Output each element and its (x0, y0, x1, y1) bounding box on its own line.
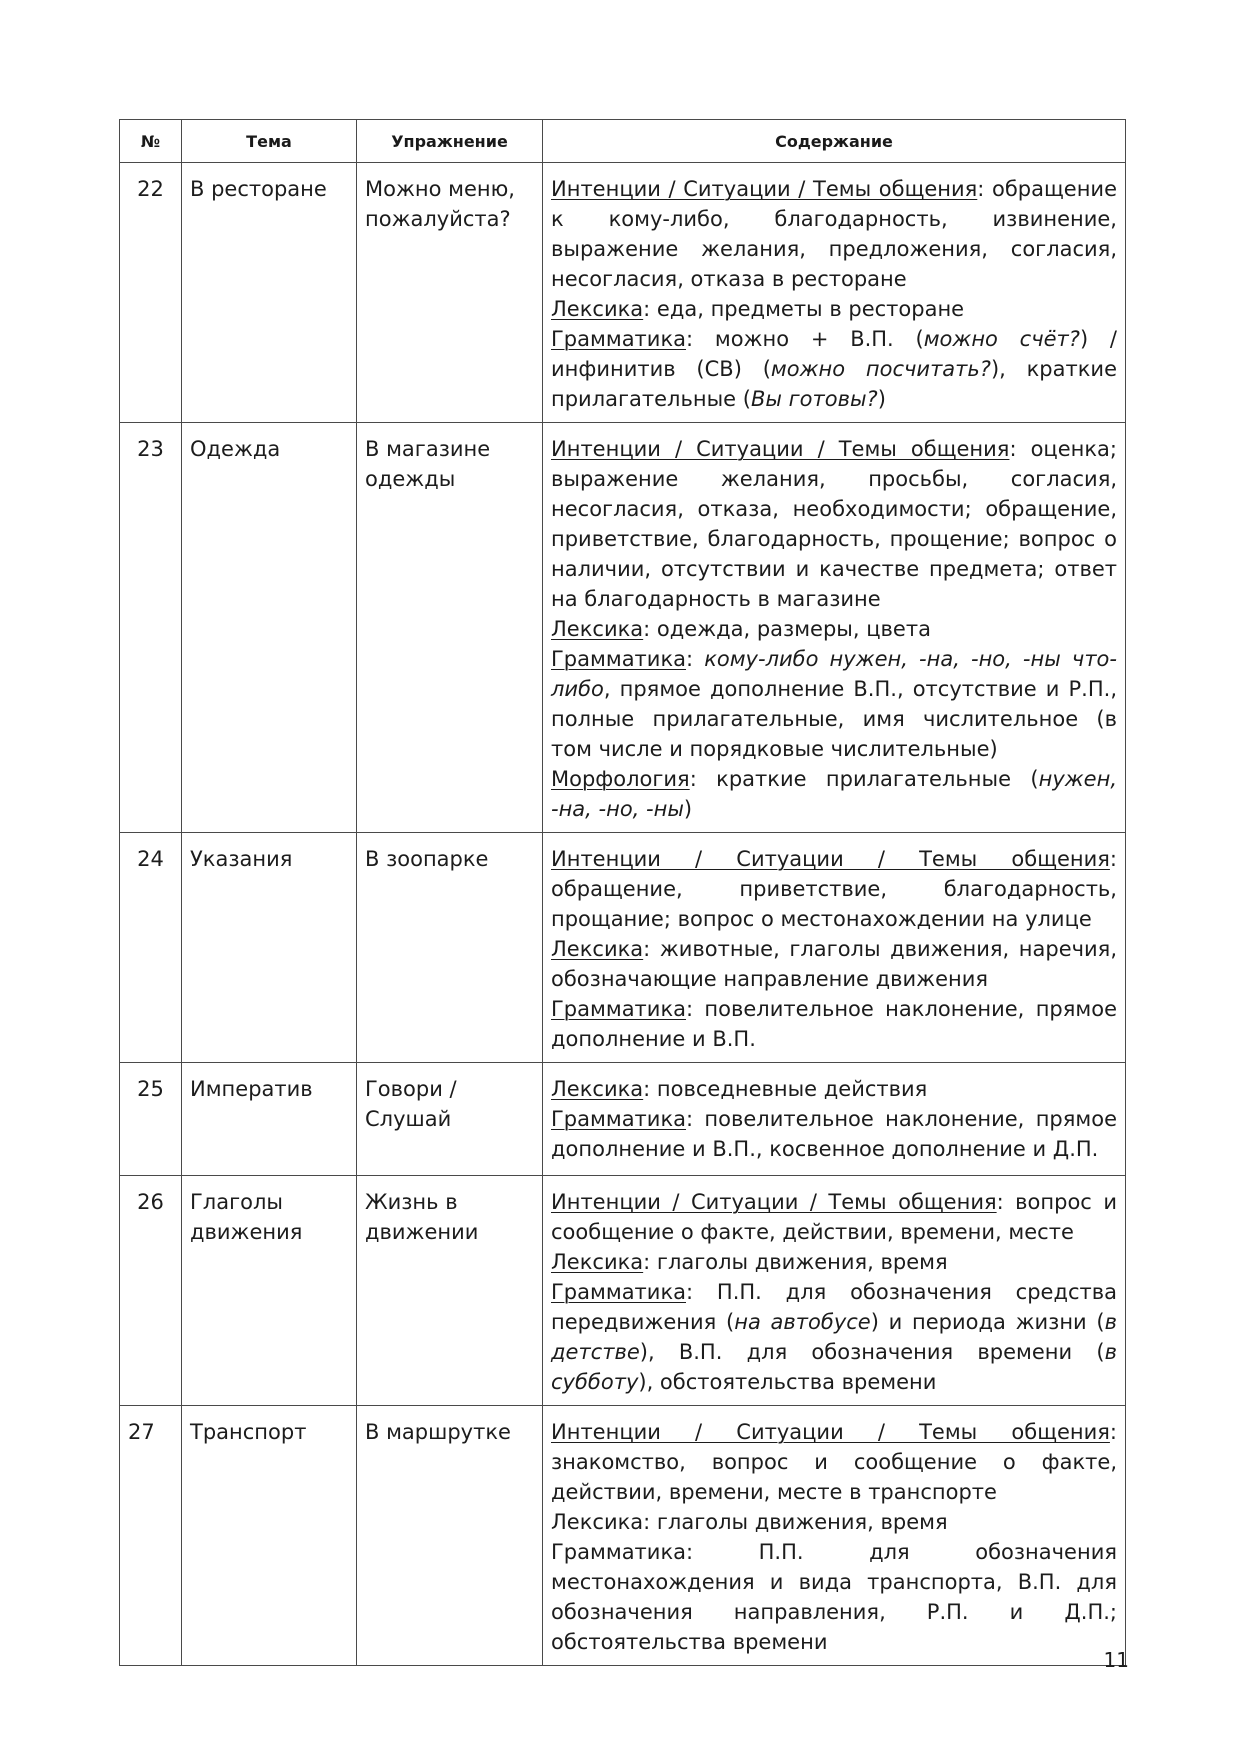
content-item (551, 1104, 1117, 1164)
content-label: Грамматика (551, 1107, 686, 1131)
row-exercise: В зоопарке (357, 833, 543, 1063)
row-content (543, 1176, 1126, 1406)
content-label: Интенции / Ситуации / Темы общения (551, 1190, 997, 1214)
content-text: : повелительное наклонение, прямое дополнение и В.П. (551, 997, 1117, 1051)
content-item (551, 434, 1117, 614)
curriculum-table (119, 119, 1126, 1666)
row-topic: Указания (182, 833, 357, 1063)
content-text: : оценка; выражение желания, просьбы, согласия, несогласия, отказа, необходимости; обращение, приветствие, благодарность, прощение; вопрос о наличии, отсутствии и качестве предмета; ответ на благодарность в магазине (551, 437, 1117, 611)
content-text: : знакомство, вопрос и сообщение о факте, действии, времени, месте в транспорте (551, 1420, 1117, 1504)
row-exercise: Говори / Слушай (357, 1063, 543, 1176)
header-topic: Тема (182, 120, 357, 163)
row-number: 26 (120, 1176, 182, 1406)
content-label: Морфология (551, 767, 690, 791)
content-item (551, 1187, 1117, 1247)
row-topic: В ресторане (182, 163, 357, 423)
header-content: Содержание (543, 120, 1126, 163)
row-topic: Глаголы движения (182, 1176, 357, 1406)
content-text: : обращение, приветствие, благодарность, прощание; вопрос о местонахождении на улице (551, 847, 1117, 931)
page-number: 11 (1103, 1648, 1129, 1672)
content-label: Грамматика (551, 1280, 686, 1304)
row-content (543, 833, 1126, 1063)
content-item (551, 324, 1117, 414)
content-item (551, 1247, 1117, 1277)
content-label: Интенции / Ситуации / Темы общения (551, 847, 1110, 871)
content-text: : повседневные действия (643, 1077, 928, 1101)
content-item (551, 934, 1117, 994)
content-item (551, 1277, 1117, 1397)
row-topic: Одежда (182, 423, 357, 833)
content-text: : краткие прилагательные (нужен, -на, -но, -ны) (551, 767, 1117, 821)
content-label: Интенции / Ситуации / Темы общения (551, 177, 978, 201)
header-number: № (120, 120, 182, 163)
row-exercise: Жизнь в движении (357, 1176, 543, 1406)
content-item (551, 294, 1117, 324)
content-text: : одежда, размеры, цвета (643, 617, 931, 641)
content-label: Грамматика (551, 997, 686, 1021)
row-topic: Императив (182, 1063, 357, 1176)
row-content (543, 1063, 1126, 1176)
table-row (120, 833, 1126, 1063)
table-row (120, 1063, 1126, 1176)
content-text: Грамматика: П.П. для обозначения местонахождения и вида транспорта, В.П. для обозначения направления, Р.П. и Д.П.; обстоятельства времени (551, 1540, 1117, 1654)
content-text: : вопрос и сообщение о факте, действии, времени, месте (551, 1190, 1117, 1244)
table-row (120, 1176, 1126, 1406)
content-text: : можно + В.П. (можно счёт?) / инфинитив (СВ) (можно посчитать?), краткие прилагательные (Вы готовы?) (551, 327, 1117, 411)
content-item (551, 994, 1117, 1054)
content-item (551, 174, 1117, 294)
content-item (551, 844, 1117, 934)
content-text: : еда, предметы в ресторане (643, 297, 965, 321)
row-number: 22 (120, 163, 182, 423)
row-number: 27 (120, 1406, 182, 1666)
table-row (120, 1406, 1126, 1666)
table-body (120, 163, 1126, 1666)
header-exercise: Упражнение (357, 120, 543, 163)
content-text: : обращение к кому-либо, благодарность, извинение, выражение желания, предложения, согласия, несогласия, отказа в ресторане (551, 177, 1117, 291)
content-text: Лексика: глаголы движения, время (551, 1510, 948, 1534)
row-number: 23 (120, 423, 182, 833)
row-content (543, 423, 1126, 833)
row-exercise: В магазине одежды (357, 423, 543, 833)
table-row (120, 163, 1126, 423)
row-content (543, 163, 1126, 423)
content-label: Лексика (551, 1077, 644, 1101)
content-item (551, 644, 1117, 764)
row-number: 24 (120, 833, 182, 1063)
content-label: Грамматика (551, 647, 686, 671)
content-text: : повелительное наклонение, прямое дополнение и В.П., косвенное дополнение и Д.П. (551, 1107, 1117, 1161)
content-text: : животные, глаголы движения, наречия, обозначающие направление движения (551, 937, 1117, 991)
row-topic: Транспорт (182, 1406, 357, 1666)
row-exercise: Можно меню, пожалуйста? (357, 163, 543, 423)
content-item (551, 764, 1117, 824)
content-text: : глаголы движения, время (643, 1250, 948, 1274)
row-exercise: В маршрутке (357, 1406, 543, 1666)
content-text: : кому-либо нужен, -на, -но, -ны что-либо, прямое дополнение В.П., отсутствие и Р.П., полные прилагательные, имя числительное (в том числе и порядковые числительные) (551, 647, 1117, 761)
table-header-row (120, 120, 1126, 163)
content-item (551, 1074, 1117, 1104)
row-content (543, 1406, 1126, 1666)
content-label: Лексика (551, 1250, 644, 1274)
table-row (120, 423, 1126, 833)
content-label: Интенции / Ситуации / Темы общения (551, 437, 1010, 461)
row-number: 25 (120, 1063, 182, 1176)
content-item (551, 1417, 1117, 1507)
content-text: : П.П. для обозначения средства передвижения (на автобусе) и периода жизни (в детстве), В.П. для обозначения времени (в субботу), обстоятельства времени (551, 1280, 1117, 1394)
content-label: Лексика (551, 937, 644, 961)
content-label: Лексика (551, 617, 644, 641)
content-label: Лексика (551, 297, 644, 321)
content-item (551, 1537, 1117, 1657)
content-label: Интенции / Ситуации / Темы общения (551, 1420, 1110, 1444)
content-label: Грамматика (551, 327, 686, 351)
content-item (551, 614, 1117, 644)
content-item (551, 1507, 1117, 1537)
